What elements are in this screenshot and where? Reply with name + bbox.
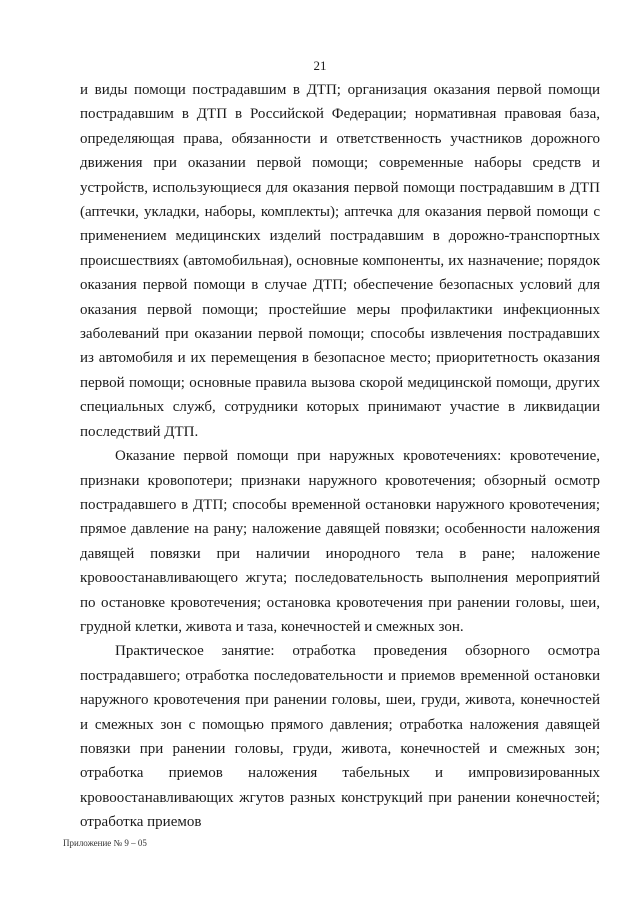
- body-text: [80, 78, 600, 835]
- footer-note: Приложение № 9 – 05: [63, 838, 147, 848]
- paragraph-practical-lesson: Практическое занятие: отработка проведения обзорного осмотра пострадавшего; отработка последовательности и приемов временной остановки наружного кровотечения при ранении головы, шеи, груди, живота, конечностей и смежных зон с помощью прямого давления; отработка наложения давящей повязки при ранении головы, груди, живота, конечностей и смежных зон; отработка приемов наложения табельных и импровизированных кровоостанавливающих жгутов разных конструкций при ранении конечностей; отработка приемов: [80, 643, 600, 831]
- paragraph-continuation: и виды помощи пострадавшим в ДТП; организация оказания первой помощи пострадавшим в ДТП в Российской Федерации; нормативная правовая база, определяющая права, обязанности и ответственность участников дорожного движения при оказании первой помощи; современные наборы средств и устройств, использующиеся для оказания первой помощи пострадавшим в ДТП (аптечки, укладки, наборы, комплекты); аптечка для оказания первой помощи с применением медицинских изделий пострадавшим в дорожно-транспортных происшествиях (автомобильная), основные компоненты, их назначение; порядок оказания первой помощи в случае ДТП; обеспечение безопасных условий для оказания первой помощи; простейшие меры профилактики инфекционных заболеваний при оказании первой помощи; способы извлечения пострадавших из автомобиля и их перемещения в безопасное место; приоритетность оказания первой помощи; основные правила вызова скорой медицинской помощи, других специальных служб, сотрудники которых принимают участие в ликвидации последствий ДТП.: [80, 82, 600, 440]
- page-number: 21: [313, 58, 327, 73]
- paragraph-bleeding: Оказание первой помощи при наружных кровотечениях: кровотечение, признаки кровопотери; признаки наружного кровотечения; обзорный осмотр пострадавшего в ДТП; способы временной остановки наружного кровотечения; прямое давление на рану; наложение давящей повязки; особенности наложения давящей повязки при наличии инородного тела в ране; наложение кровоостанавливающего жгута; последовательность выполнения мероприятий по остановке кровотечения; остановка кровотечения при ранении головы, шеи, грудной клетки, живота и таза, конечностей и смежных зон.: [80, 448, 600, 635]
